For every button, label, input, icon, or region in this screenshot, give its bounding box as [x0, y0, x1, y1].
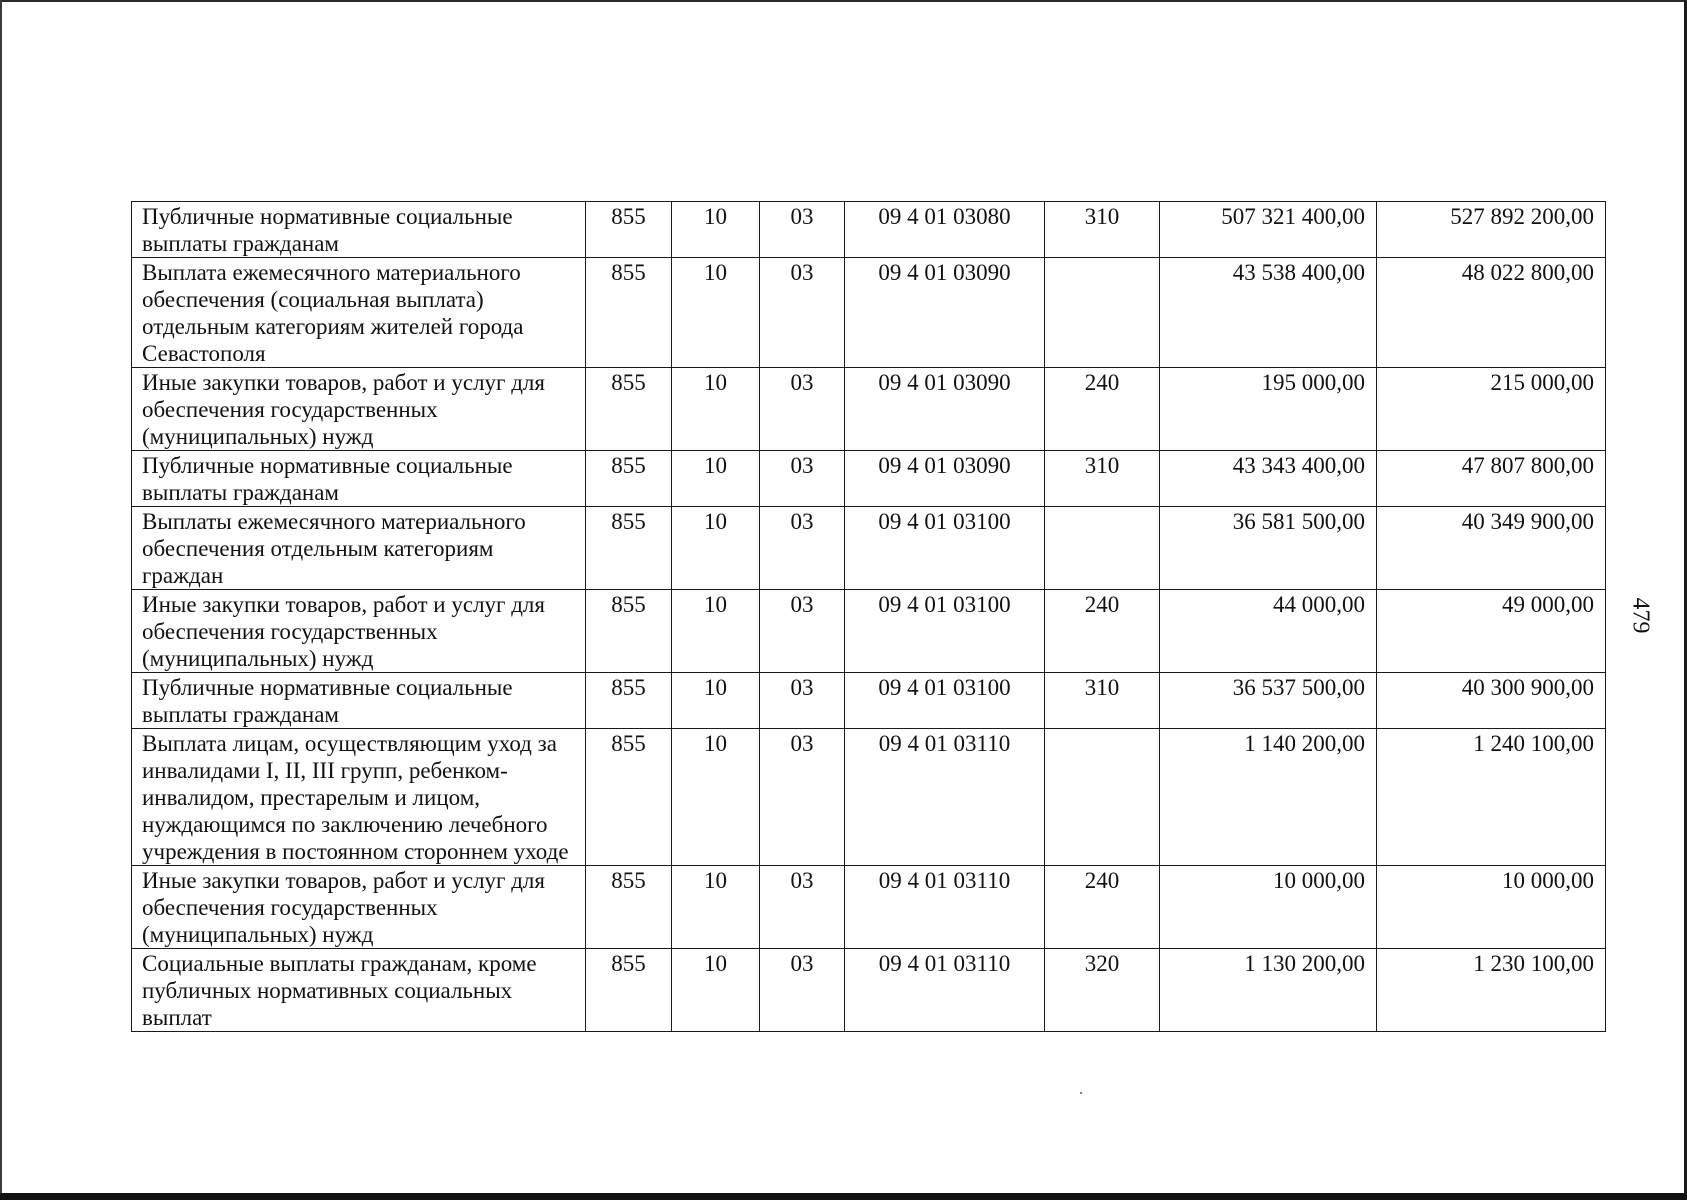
cell-target-article: 09 4 01 03110 — [845, 729, 1045, 866]
cell-amount-1: 1 140 200,00 — [1160, 729, 1377, 866]
cell-amount-2: 527 892 200,00 — [1377, 202, 1606, 258]
table-row — [132, 258, 1606, 368]
cell-section-code: 10 — [672, 507, 760, 590]
cell-ministry-code: 855 — [586, 866, 672, 949]
cell-subsection-code: 03 — [760, 202, 845, 258]
cell-subsection-code: 03 — [760, 368, 845, 451]
table-row — [132, 368, 1606, 451]
cell-name: Публичные нормативные социальные выплаты гражданам — [132, 673, 586, 729]
scan-edge-bottom — [0, 1193, 1687, 1200]
cell-amount-1: 10 000,00 — [1160, 866, 1377, 949]
page-number: 479 — [1627, 597, 1654, 634]
cell-ministry-code: 855 — [586, 729, 672, 866]
cell-subsection-code: 03 — [760, 729, 845, 866]
cell-section-code: 10 — [672, 202, 760, 258]
cell-amount-1: 36 537 500,00 — [1160, 673, 1377, 729]
cell-ministry-code: 855 — [586, 451, 672, 507]
cell-target-article: 09 4 01 03090 — [845, 258, 1045, 368]
cell-amount-2: 49 000,00 — [1377, 590, 1606, 673]
cell-target-article: 09 4 01 03080 — [845, 202, 1045, 258]
cell-target-article: 09 4 01 03090 — [845, 451, 1045, 507]
cell-target-article: 09 4 01 03090 — [845, 368, 1045, 451]
cell-expense-type — [1045, 507, 1160, 590]
budget-table — [131, 201, 1606, 1032]
cell-amount-1: 36 581 500,00 — [1160, 507, 1377, 590]
cell-ministry-code: 855 — [586, 507, 672, 590]
cell-expense-type: 310 — [1045, 451, 1160, 507]
cell-target-article: 09 4 01 03100 — [845, 590, 1045, 673]
table-row — [132, 451, 1606, 507]
cell-target-article: 09 4 01 03110 — [845, 866, 1045, 949]
cell-expense-type: 310 — [1045, 673, 1160, 729]
cell-subsection-code: 03 — [760, 590, 845, 673]
cell-section-code: 10 — [672, 590, 760, 673]
cell-name: Иные закупки товаров, работ и услуг для обеспечения государственных (муниципальных) нужд — [132, 590, 586, 673]
cell-amount-1: 507 321 400,00 — [1160, 202, 1377, 258]
cell-target-article: 09 4 01 03100 — [845, 507, 1045, 590]
table-row — [132, 673, 1606, 729]
cell-name: Выплаты ежемесячного материального обеспечения отдельным категориям граждан — [132, 507, 586, 590]
table-row — [132, 590, 1606, 673]
cell-ministry-code: 855 — [586, 368, 672, 451]
cell-name: Социальные выплаты гражданам, кроме публичных нормативных социальных выплат — [132, 949, 586, 1032]
cell-ministry-code: 855 — [586, 949, 672, 1032]
cell-ministry-code: 855 — [586, 202, 672, 258]
cell-amount-2: 1 230 100,00 — [1377, 949, 1606, 1032]
cell-section-code: 10 — [672, 729, 760, 866]
cell-section-code: 10 — [672, 258, 760, 368]
scan-edge-left — [0, 0, 2, 1200]
table-row — [132, 729, 1606, 866]
cell-subsection-code: 03 — [760, 866, 845, 949]
cell-name: Иные закупки товаров, работ и услуг для обеспечения государственных (муниципальных) нужд — [132, 368, 586, 451]
cell-name: Публичные нормативные социальные выплаты гражданам — [132, 451, 586, 507]
cell-amount-1: 43 538 400,00 — [1160, 258, 1377, 368]
cell-target-article: 09 4 01 03100 — [845, 673, 1045, 729]
cell-subsection-code: 03 — [760, 949, 845, 1032]
cell-name: Публичные нормативные социальные выплаты гражданам — [132, 202, 586, 258]
cell-amount-1: 43 343 400,00 — [1160, 451, 1377, 507]
cell-amount-1: 1 130 200,00 — [1160, 949, 1377, 1032]
cell-section-code: 10 — [672, 673, 760, 729]
cell-amount-2: 215 000,00 — [1377, 368, 1606, 451]
cell-amount-2: 40 349 900,00 — [1377, 507, 1606, 590]
table-row — [132, 949, 1606, 1032]
cell-expense-type: 240 — [1045, 590, 1160, 673]
cell-amount-1: 44 000,00 — [1160, 590, 1377, 673]
cell-expense-type — [1045, 729, 1160, 866]
cell-section-code: 10 — [672, 949, 760, 1032]
cell-expense-type: 310 — [1045, 202, 1160, 258]
cell-expense-type — [1045, 258, 1160, 368]
cell-subsection-code: 03 — [760, 451, 845, 507]
cell-ministry-code: 855 — [586, 258, 672, 368]
table-row — [132, 507, 1606, 590]
cell-expense-type: 320 — [1045, 949, 1160, 1032]
cell-amount-2: 47 807 800,00 — [1377, 451, 1606, 507]
table-row — [132, 202, 1606, 258]
budget-table-body — [132, 202, 1606, 1032]
cell-amount-2: 1 240 100,00 — [1377, 729, 1606, 866]
cell-name: Выплата ежемесячного материального обеспечения (социальная выплата) отдельным категориям жителей города Севастополя — [132, 258, 586, 368]
scan-speck — [1080, 1092, 1082, 1094]
cell-section-code: 10 — [672, 368, 760, 451]
cell-amount-2: 10 000,00 — [1377, 866, 1606, 949]
cell-ministry-code: 855 — [586, 673, 672, 729]
cell-expense-type: 240 — [1045, 866, 1160, 949]
cell-subsection-code: 03 — [760, 507, 845, 590]
cell-amount-2: 48 022 800,00 — [1377, 258, 1606, 368]
cell-target-article: 09 4 01 03110 — [845, 949, 1045, 1032]
cell-ministry-code: 855 — [586, 590, 672, 673]
cell-subsection-code: 03 — [760, 258, 845, 368]
scan-edge-top — [0, 0, 1687, 2]
cell-subsection-code: 03 — [760, 673, 845, 729]
cell-amount-2: 40 300 900,00 — [1377, 673, 1606, 729]
cell-section-code: 10 — [672, 451, 760, 507]
cell-section-code: 10 — [672, 866, 760, 949]
cell-amount-1: 195 000,00 — [1160, 368, 1377, 451]
table-row — [132, 866, 1606, 949]
cell-name: Иные закупки товаров, работ и услуг для обеспечения государственных (муниципальных) нужд — [132, 866, 586, 949]
cell-expense-type: 240 — [1045, 368, 1160, 451]
cell-name: Выплата лицам, осуществляющим уход за инвалидами I, II, III групп, ребенком-инвалидом, престарелым и лицом, нуждающимся по заключению лечебного учреждения в постоянном стороннем уходе — [132, 729, 586, 866]
